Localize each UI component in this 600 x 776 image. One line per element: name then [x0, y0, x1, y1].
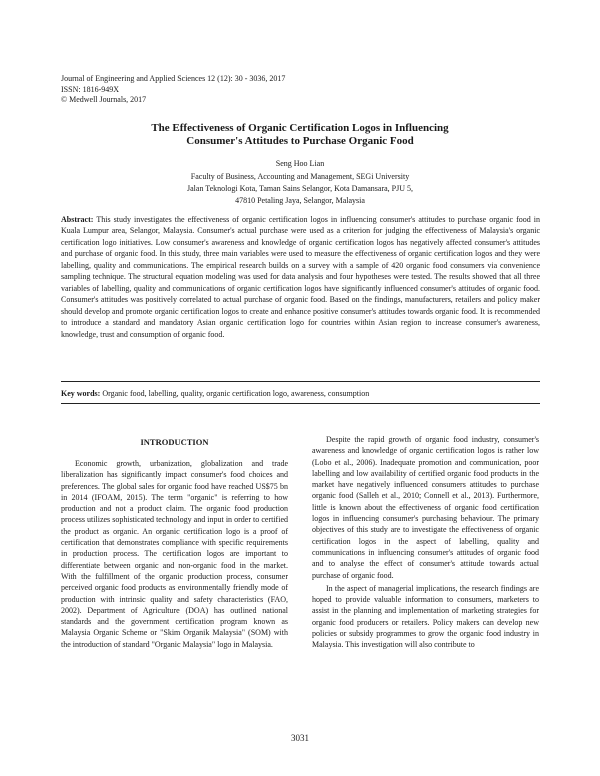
journal-citation: Journal of Engineering and Applied Sciences 12 (12): 30 - 3036, 2017	[61, 74, 286, 83]
abstract-label: Abstract:	[61, 215, 94, 224]
keywords-bottom-divider	[61, 403, 540, 404]
right-column	[312, 434, 539, 651]
title-line-2: Consumer's Attitudes to Purchase Organic Food	[186, 135, 414, 147]
keywords	[61, 388, 540, 399]
journal-issn: ISSN: 1816-949X	[61, 84, 120, 94]
intro-paragraph: Economic growth, urbanization, globalization and trade liberalization has significantly impact consumer's food choices and preferences. The global sales for organic food have reached US$75 bn in 2014 (IFOAM, 2015). The term "organic" is referring to how production and not a product claim. The organic food production process utilizes sophisticated technology and input in order to certified the product as organic. An organic certification logo is a proof of certification that demonstrates compliance with specific requirements in production process. The certification logos are important to differentiate between organic and non-organic food in the market. With the fulfillment of the organic production process, consumer perceived organic food products as environmentally friendly mode of production with intrinsic quality and safety characteristics (FAO, 2002). Department of Agriculture (DOA) has outlined national standards and the government certification program known as Malaysia Organic Scheme or "Skim Organik Malaysia" (SOM) with the introduction of standard "Organic Malaysia" logo in Malaysia.	[61, 459, 288, 649]
journal-copyright: © Medwell Journals, 2017	[61, 95, 147, 104]
keywords-label: Key words:	[61, 389, 101, 398]
abstract-text: This study investigates the effectiveness of organic certification logos in influencing consumer's attitudes to purchase organic food in Kuala Lumpur area, Selangor, Malaysia. Consumer's actual purchase were used as a criterion for judging the effectiveness of Malaysia's organic certification logo initiatives. Low consumer's awareness and knowledge of organic certification logos has negatively affected consumer's attitudes and purchase of organic food. In this study, three main variables were used to measure the effectiveness of organic certification logos and they were labelling, quality and communications. The empirical research builds on a survey with a sample of 420 organic food consumers via convenience sampling technique. The structural equation modeling was used for data analysis and four hypotheses were tested. The results showed that all three variables of labelling, quality and communications of organic certification logos have significantly influenced consumer's attitudes of organic food. Consumer's attitudes was positively correlated to actual purchase of organic food. Based on the findings, manufacturers, retailers and policy maker should develop and promote organic certification logos to create and enhance positive consumer's attitudes towards organic food. It is recommended to introduce a standard and mandatory Asian organic certification logo for countries within Asian region to increase consumer's awareness, knowledge, trust and consumption of organic food.	[61, 215, 541, 339]
author-name: Seng Hoo Lian	[275, 159, 325, 168]
author-affiliation-3: 47810 Petaling Jaya, Selangor, Malaysia	[235, 196, 365, 205]
introduction-heading: INTRODUCTION	[140, 437, 209, 447]
journal-header	[61, 74, 285, 106]
keywords-top-divider	[61, 381, 540, 382]
intro-paragraph: Despite the rapid growth of organic food industry, consumer's awareness and knowledge of organic certification logos is rather low (Lobo et al., 2006). Inadequate promotion and communication, poor labelling and low availability of certified organic food products in the market have negatively influenced consumers attitudes to purchase organic food (Salleh et al., 2010; Connell et al., 2013). Furthermore, little is known about the effectiveness of organic food certification logos in influencing consumer's purchasing behaviour. The primary objectives of this study are to investigate the effectiveness of organic certification logos in the aspect of labelling, quality and communications in influencing consumer's attitudes of organic food and to analyse the effect of consumer's attitude towards actual purchase of organic food.	[312, 435, 539, 580]
author-affiliation-2: Jalan Teknologi Kota, Taman Sains Selangor, Kota Damansara, PJU 5,	[187, 184, 413, 193]
title-line-1: The Effectiveness of Organic Certification Logos in Influencing	[151, 122, 449, 134]
intro-paragraph: In the aspect of managerial implications, the research findings are hoped to provide valuable information to consumers, marketers to assist in the planning and implementation of marketing strategies for organic food producers or retailers. Policy makers can develop new policies or subsidy programmes to grow the organic food industry in Malaysia. This investigation will also contribute to	[312, 583, 539, 650]
page-number: 3031	[291, 733, 309, 743]
author-affiliation-1: Faculty of Business, Accounting and Management, SEGi University	[190, 172, 410, 181]
abstract	[61, 214, 540, 340]
left-column	[61, 458, 288, 650]
author-block	[60, 158, 540, 207]
paper-title	[60, 122, 540, 148]
keywords-text: Organic food, labelling, quality, organic certification logo, awareness, consumption	[102, 389, 370, 398]
